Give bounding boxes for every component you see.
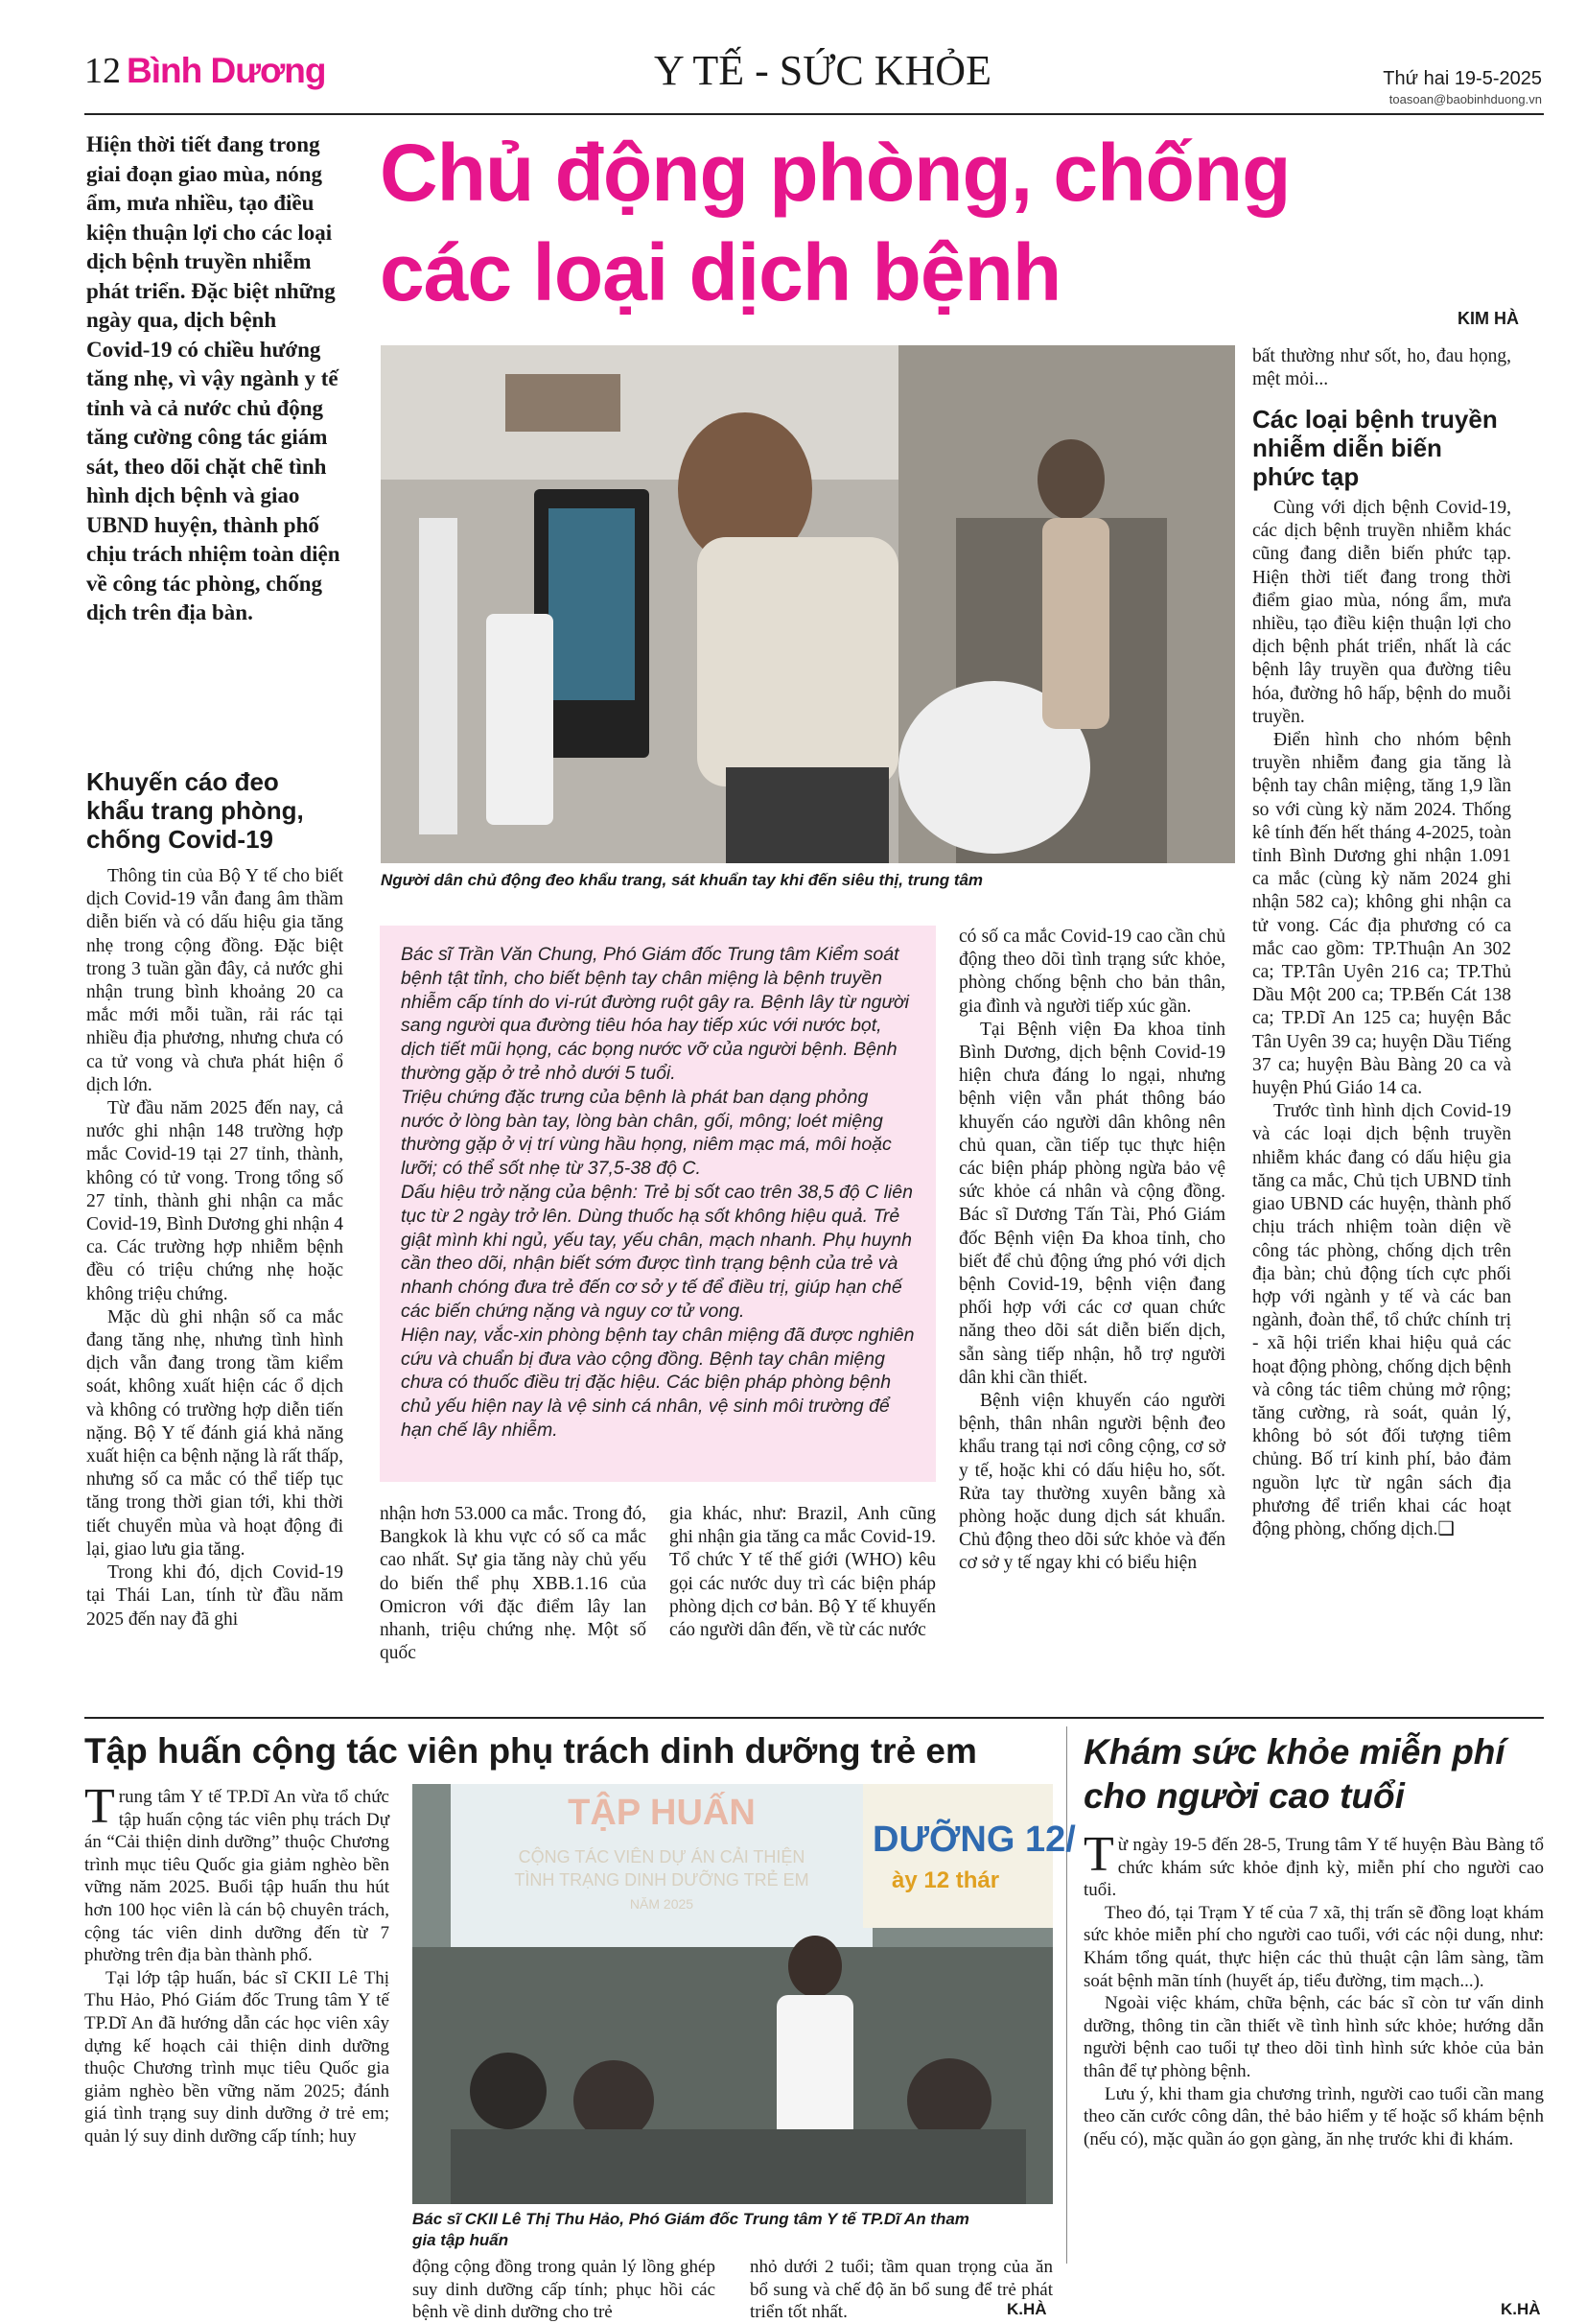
subhead-infectious: Các loại bệnh truyền nhiễm diễn biến phức tạp	[1252, 405, 1498, 491]
headline-line: cho người cao tuổi	[1084, 1776, 1405, 1816]
paragraph: Lưu ý, khi tham gia chương trình, người cao tuổi cần mang theo căn cước công dân, thẻ bảo hiểm y tế hoặc sổ khám bệnh (nếu có), mặc quần áo gọn gàng, ăn nhẹ trước khi đi khám.	[1084, 2083, 1544, 2149]
column-3	[669, 1503, 936, 1642]
contact-email: toasoan@baobinhduong.vn	[1388, 92, 1542, 106]
paragraph: Theo đó, tại Trạm Y tế của 7 xã, thị trấn sẽ đồng loạt khám sức khỏe miễn phí cho người cao tuổi, với các nội dung, như: Khám tổng quát, thực hiện các thủ thuật cận lâm sàng, tầm soát bệnh mãn tính (huyết áp, tiểu đường, tim mạch...).	[1084, 1902, 1544, 1991]
main-headline	[380, 123, 1492, 322]
column-4	[959, 926, 1225, 1576]
paragraph	[1084, 1827, 1544, 1902]
banner-text: TÌNH TRẠNG DINH DƯỠNG TRẺ EM	[514, 1870, 809, 1890]
subhead-covid: Khuyến cáo đeo khẩu trang phòng, chống Covid-19	[86, 767, 304, 854]
article3-headline	[1084, 1730, 1544, 1819]
article3-byline: K.HÀ	[1501, 2300, 1541, 2318]
page-number: 12	[84, 51, 121, 91]
banner-text: DƯỠNG 12/	[873, 1819, 1076, 1860]
training-photo	[412, 1784, 1076, 2204]
main-photo	[381, 345, 1235, 863]
paragraph: Cùng với dịch bệnh Covid-19, các dịch bệnh truyền nhiễm khác cũng đang diễn biến phức tạp. Hiện thời tiết đang trong thời điểm giao mùa, nóng ẩm, mưa nhiều, tạo điều kiện thuận lợi cho dịch bệnh phát triển, nhất là các bệnh lây truyền qua đường tiêu hóa, đường hô hấp, bệnh do muỗi truyền.	[1252, 498, 1511, 727]
info-box: Bác sĩ Trần Văn Chung, Phó Giám đốc Trung tâm Kiểm soát bệnh tật tỉnh, cho biết bệnh tay chân miệng là bệnh truyền nhiễm cấp tính do vi-rút đường ruột gây ra. Bệnh lây từ người sang người qua đường tiêu hóa hay tiếp xúc với nước bọt, dịch tiết mũi họng, các bọng nước vỡ của người bệnh. Bệnh thường gặp ở trẻ nhỏ dưới 5 tuổi. Triệu chứng đặc trưng của bệnh là phát ban dạng phỏng nước ở lòng bàn tay, lòng bàn chân, gối, mông; loét miệng thường gặp ở vị trí vùng hầu họng, niêm mạc má, môi hoặc lưỡi; có thể sốt nhẹ từ 37,5-38 độ C. Dấu hiệu trở nặng của bệnh: Trẻ bị sốt cao trên 38,5 độ C liên tục từ 2 ngày trở lên. Dùng thuốc hạ sốt không hiệu quả. Trẻ giật mình khi ngủ, yếu tay, yếu chân, mạch nhanh. Phụ huynh cần theo dõi, nhận biết sớm được tình trạng bệnh của trẻ và nhanh chóng đưa trẻ đến cơ sở y tế để điều trị, giúp hạn chế các biến chứng nặng và nguy cơ tử vong. Hiện nay, vắc-xin phòng bệnh tay chân miệng đã được nghiên cứu và chuẩn bị đưa vào cộng đồng. Bệnh tay chân miệng chưa có thuốc điều trị đặc hiệu. Các biện pháp phòng bệnh chủ yếu hiện nay là vệ sinh cá nhân, vệ sinh môi trường để hạn chế lây nhiễm.	[380, 926, 936, 1482]
paragraph: Thông tin của Bộ Y tế cho biết dịch Covid-19 vẫn đang âm thầm diễn biến và có dấu hiệu gia tăng nhẹ trong cộng đồng. Đặc biệt trong 3 tuần gần đây, cả nước ghi nhận trung bình khoảng 20 ca mắc mới mỗi tuần, rải rác tại nhiều địa phương, nhưng chưa có ca tử vong và chưa phát hiện ổ dịch lớn.	[86, 866, 343, 1095]
paragraph: bất thường như sốt, ho, đau họng, mệt mỏi...	[1252, 346, 1511, 390]
main-photo-caption: Người dân chủ động đeo khẩu trang, sát khuẩn tay khi đến siêu thị, trung tâm	[381, 871, 984, 889]
paragraph	[1252, 1100, 1511, 1541]
column-5-body	[1252, 497, 1511, 1541]
paragraph: Ngoài việc khám, chữa bệnh, các bác sĩ còn tư vấn dinh dưỡng, thông tin cần thiết về tình hình sức khỏe; hướng dẫn người bệnh cao tuổi tự theo dõi tình hình sức khỏe của bản thân để tự phòng bệnh.	[1084, 1993, 1544, 2081]
supermarket-photo	[381, 345, 1235, 863]
paragraph: Trong khi đó, dịch Covid-19 tại Thái Lan, tính từ đầu năm 2025 đến nay đã ghi	[86, 1562, 343, 1630]
banner-text: CỘNG TÁC VIÊN DỰ ÁN CẢI THIỆN	[518, 1847, 805, 1866]
paragraph: có số ca mắc Covid-19 cao cần chủ động theo dõi tình trạng sức khỏe, phòng chống bệnh cho bản thân, gia đình và người tiếp xúc gần.	[959, 927, 1225, 1017]
headline-line: Khám sức khỏe miễn phí	[1084, 1732, 1505, 1772]
paragraph: gia khác, như: Brazil, Anh cũng ghi nhận gia tăng ca mắc Covid-19. Tổ chức Y tế thế giới (WHO) kêu gọi các nước duy trì các biện pháp phòng dịch cơ bản. Bộ Y tế khuyến cáo người dân đến, về từ các nước	[669, 1504, 936, 1641]
paragraph: động cộng đồng trong quản lý lồng ghép suy dinh dưỡng cấp tính; phục hồi các bệnh về dinh dưỡng cho trẻ	[412, 2257, 715, 2323]
masthead	[84, 48, 1542, 113]
column-1	[86, 865, 343, 1631]
masthead-rule	[84, 113, 1544, 115]
paragraph-text: rung tâm Y tế TP.Dĩ An vừa tổ chức tập huấn cộng tác viên phụ trách Dự án “Cải thiện dinh dưỡng” thuộc Chương trình mục tiêu Quốc gia giảm nghèo bền vững năm 2025. Buổi tập huấn thu hút hơn 100 học viên là cán bộ chuyên trách, cộng tác viên dinh dưỡng đến từ 7 phường trên địa bàn thành phố.	[84, 1787, 389, 1966]
paragraph: Tại Bệnh viện Đa khoa tỉnh Bình Dương, dịch bệnh Covid-19 hiện chưa đáng lo ngại, nhưng bệnh viện vẫn phát thông báo khuyến cáo người dân không nên chủ quan, cần tiếp tục thực hiện các biện pháp phòng ngừa bảo vệ sức khỏe cá nhân và cộng đồng. Bác sĩ Dương Tấn Tài, Phó Giám đốc Bệnh viện Đa khoa tỉnh, cho biết để chủ động ứng phó với dịch bệnh Covid-19, bệnh viện đang phối hợp với các cơ quan chức năng theo dõi sát diễn biến dịch, sẵn sàng tiếp nhận, hỗ trợ người dân khi cần thiết.	[959, 1019, 1225, 1388]
article2-column-2	[412, 2256, 715, 2324]
paragraph: Từ đầu năm 2025 đến nay, cả nước ghi nhận 148 trường hợp mắc Covid-19 tại 27 tỉnh, thành, không có tử vong. Trong tổng số 27 tỉnh, thành ghi nhận ca mắc Covid-19, Bình Dương ghi nhận 4 ca. Các trường hợp nhiễm bệnh đều có triệu chứng nhẹ hoặc không triệu chứng.	[86, 1098, 343, 1304]
byline: KIM HÀ	[1458, 309, 1519, 328]
end-mark: ❑	[1437, 1518, 1455, 1539]
lead-paragraph: Hiện thời tiết đang trong giai đoạn giao mùa, nóng ẩm, mưa nhiều, tạo điều kiện thuận lợi cho các loại dịch bệnh truyền nhiễm phát triển. Đặc biệt những ngày qua, dịch bệnh Covid-19 có chiều hướng tăng nhẹ, vì vậy ngành y tế tỉnh và cả nước chủ động tăng cường công tác giám sát, theo dõi chặt chẽ tình hình dịch bệnh và giao UBND huyện, thành phố chịu trách nhiệm toàn diện về công tác phòng, chống dịch trên địa bàn.	[86, 132, 340, 624]
section-divider	[84, 1717, 1544, 1719]
banner-text: TẬP HUẤN	[568, 1793, 756, 1833]
paragraph: Bệnh viện khuyến cáo người bệnh, thân nhân người bệnh đeo khẩu trang tại nơi công cộng, cơ sở y tế, hoặc khi có dấu hiệu ho, sốt. Rửa tay thường xuyên bằng xà phòng hoặc dung dịch sát khuẩn. Chủ động theo dõi sức khỏe và đến cơ sở y tế ngay khi có biểu hiện	[959, 1391, 1225, 1574]
paragraph-text: ừ ngày 19-5 đến 28-5, Trung tâm Y tế huyện Bàu Bàng tổ chức khám sức khỏe định kỳ, miễn phí cho người cao tuổi.	[1084, 1835, 1544, 1901]
article2-byline: K.HÀ	[1007, 2300, 1047, 2318]
article2-headline: Tập huấn cộng tác viên phụ trách dinh dưỡng trẻ em	[84, 1731, 977, 1771]
column-5	[1252, 345, 1511, 391]
article2-photo	[412, 1784, 1076, 2204]
article3-body	[1084, 1827, 1544, 2150]
paragraph: Điển hình cho nhóm bệnh truyền nhiễm đang gia tăng là bệnh tay chân miệng, tăng 1,9 lần so với cùng kỳ năm 2024. Thống kê tính đến hết tháng 4-2025, toàn tỉnh Bình Dương ghi nhận 1.091 ca mắc (cùng kỳ năm 2024 ghi nhận 582 ca); không ghi nhận ca tử vong. Các địa phương có ca mắc cao gồm: TP.Thuận An 302 ca; TP.Tân Uyên 216 ca; TP.Thủ Dầu Một 200 ca; TP.Bến Cát 138 ca; TP.Dĩ An 125 ca; huyện Bắc Tân Uyên 39 ca; huyện Dầu Tiếng 37 ca; huyện Bàu Bàng 20 ca và huyện Phú Giáo 14 ca.	[1252, 730, 1511, 1099]
paper-logo: Bình Dương	[127, 51, 326, 90]
paragraph: Tại lớp tập huấn, bác sĩ CKII Lê Thị Thu Hảo, Phó Giám đốc Trung tâm Y tế TP.Dĩ An đã hướng dẫn các học viên xây dựng kế hoạch cải thiện dinh dưỡng thuộc Chương trình mục tiêu Quốc gia giảm nghèo bền vững năm 2025; đánh giá tình trạng suy dinh dưỡng ở trẻ em; quản lý suy dinh dưỡng cấp tính; huy	[84, 1967, 389, 2147]
paragraph: Mặc dù ghi nhận số ca mắc đang tăng nhẹ, nhưng tình hình dịch vẫn đang trong tầm kiểm soát, không xuất hiện các ổ dịch và không có trường hợp diễn tiến nặng. Bộ Y tế đánh giá khả năng xuất hiện ca bệnh nặng là rất thấp, nhưng số ca mắc có thể tiếp tục tăng trong thời gian tới, khi thời tiết chuyển mùa và hoạt động đi lại, giao lưu gia tăng.	[86, 1306, 343, 1560]
article2-photo-caption: Bác sĩ CKII Lê Thị Thu Hảo, Phó Giám đốc Trung tâm Y tế TP.Dĩ An tham gia tập huấn	[412, 2210, 969, 2249]
dropcap: T	[1084, 1827, 1114, 1882]
dropcap: T	[84, 1779, 115, 1834]
article2-column-1	[84, 1779, 389, 2148]
section-title: Y TẾ - SỨC KHỎE	[654, 47, 991, 94]
paragraph	[84, 1779, 389, 1967]
banner-text: NĂM 2025	[629, 1896, 694, 1912]
headline-line: Chủ động phòng, chống	[380, 128, 1291, 218]
banner-text: ày 12 thár	[892, 1867, 1000, 1893]
paragraph: nhỏ dưới 2 tuổi; tầm quan trọng của ăn bổ sung và chế độ ăn bổ sung để trẻ phát triển tốt nhất.	[750, 2257, 1053, 2323]
paragraph: nhận hơn 53.000 ca mắc. Trong đó, Bangkok là khu vực có số ca mắc cao nhất. Sự gia tăng này chủ yếu do biến thể phụ XBB.1.16 của Omicron với đặc điểm lây lan nhanh, triệu chứng nhẹ. Một số quốc	[380, 1504, 646, 1664]
vertical-divider	[1066, 1726, 1067, 2264]
issue-date: Thứ hai 19-5-2025	[1383, 68, 1542, 89]
column-2	[380, 1503, 646, 1665]
paragraph-text: Trước tình hình dịch Covid-19 và các loại dịch bệnh truyền nhiễm khác đang có dấu hiệu gia tăng ca mắc, Chủ tịch UBND tỉnh giao UBND các huyện, thành phố chịu trách nhiệm toàn diện về công tác phòng, chống dịch trên địa bàn; chủ động tích cực phối hợp với ngành y tế và các ban ngành, đoàn thể, tổ chức chính trị - xã hội triển khai hiệu quả các hoạt động phòng, chống dịch bệnh và công tác tiêm chủng mở rộng; tăng cường, rà soát, quản lý, không bỏ sót đối tượng tiêm chủng. Bố trí kinh phí, bảo đảm nguồn lực từ ngân sách địa phương để triển khai các hoạt động phòng, chống dịch.	[1252, 1101, 1511, 1539]
headline-line: các loại dịch bệnh	[380, 227, 1061, 317]
